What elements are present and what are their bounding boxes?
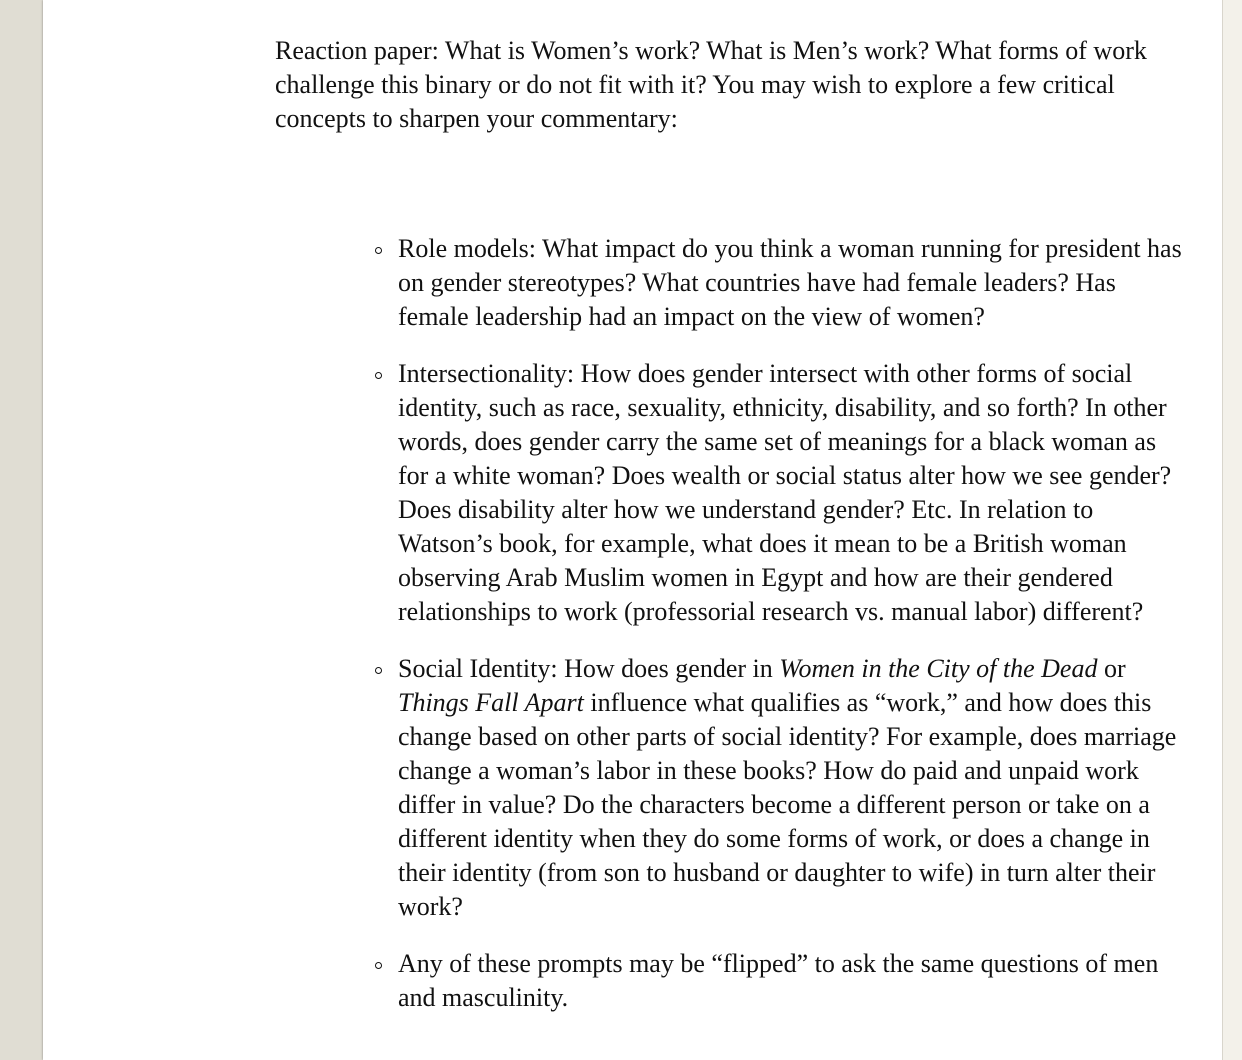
assignment-prompt: Reaction paper: What is Women’s work? What is Men’s work? What forms of work challenge this binary or do not fit with it? You may wish to explore a few critical concepts to sharpen your commentary: [275,36,1147,133]
list-item-social-identity [398,652,1188,924]
list-item-text: Any of these prompts may be “flipped” to ask the same questions of men and masculinity. [398,949,1159,1012]
background-edge [1222,0,1242,1060]
list-item-role-models [398,232,1188,334]
prompt-list [398,232,1188,1038]
hollow-circle-bullet-icon [375,372,382,379]
book-title: Women in the City of the Dead [779,654,1098,683]
list-item-flipped [398,947,1188,1015]
text-segment: influence what qualifies as “work,” and how does this change based on other parts of social identity? For example, does marriage change a woman’s labor in these books? How do paid and unpaid work differ in value? Do the characters become a different person or take on a different identity when they do some forms of work, or does a change in their identity (from son to husband or daughter to wife) in turn alter their work? [398,688,1177,921]
list-item-text: Role models: What impact do you think a woman running for president has on gender stereotypes? What countries have had female leaders? Has female leadership had an impact on the view of women? [398,234,1182,331]
text-segment: or [1097,654,1126,683]
list-item-text [398,652,1188,924]
hollow-circle-bullet-icon [375,667,382,674]
list-item-text: Intersectionality: How does gender intersect with other forms of social identity, such as race, sexuality, ethnicity, disability, and so forth? In other words, does gender carry the same set of meanings for a black woman as for a white woman? Does wealth or social status alter how we see gender? Does disability alter how we understand gender? Etc. In relation to Watson’s book, for example, what does it mean to be a British woman observing Arab Muslim women in Egypt and how are their gendered relationships to work (professorial research vs. manual labor) different? [398,359,1172,626]
book-title: Things Fall Apart [398,688,584,717]
document-page [43,0,1222,1060]
hollow-circle-bullet-icon [375,247,382,254]
hollow-circle-bullet-icon [375,962,382,969]
list-item-intersectionality [398,357,1188,629]
text-segment: Social Identity: How does gender in [398,654,780,683]
